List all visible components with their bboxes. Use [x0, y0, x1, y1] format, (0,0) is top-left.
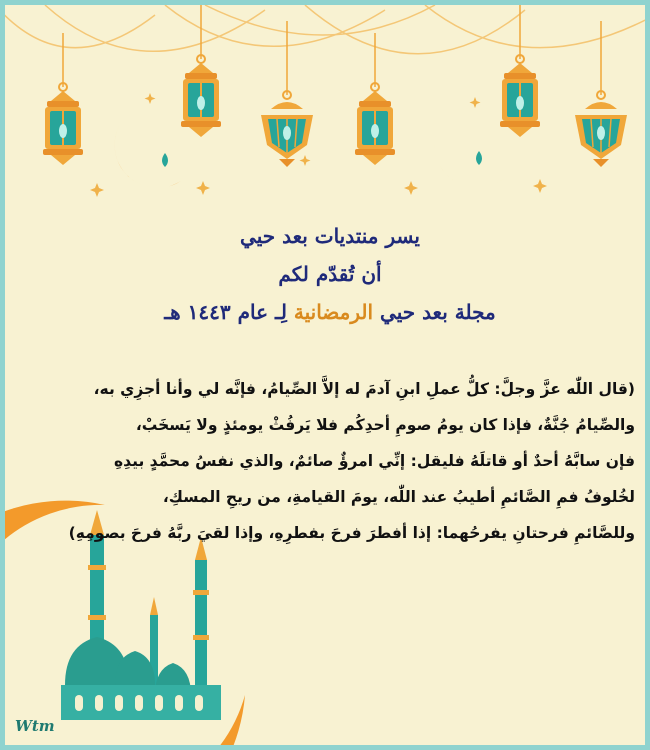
header-line-3 — [65, 293, 595, 331]
sparkle-icon — [90, 93, 547, 197]
card-header — [65, 217, 595, 331]
hanging-lantern-icon — [43, 5, 627, 167]
hadith-line: والصِّيامُ جُنَّةٌ، فإذا كان يومُ صومِ أحدِكُم فلا يَرفُثْ يومئذٍ ولا يَسخَبْ، — [135, 416, 635, 434]
crescent-moon-icon — [115, 117, 510, 188]
hadith-line: فإن سابَّهُ أحدٌ أو قاتلَهُ فليقل: إنِّي امرؤٌ صائمٌ، والذي نفسُ محمَّدٍ بيدِهِ — [114, 452, 635, 470]
string-garland-icon — [5, 5, 645, 54]
hadith-text — [68, 371, 635, 551]
magazine-name: مجلة بعد حيي — [380, 300, 496, 324]
watermark: Wtm — [15, 717, 55, 735]
header-line-1: يسر منتديات بعد حيي — [240, 224, 420, 248]
year-label: لِـ عام ١٤٤٣ هـ — [164, 300, 287, 324]
header-line-2: أن تُقدّم لكم — [278, 262, 382, 286]
ramadan-word: الرمضانية — [293, 300, 374, 324]
hadith-line: لخُلوفُ فمِ الصَّائمِ أطيبُ عند اللّٰه، يومَ القيامةِ، من ريحِ المسكِ، — [162, 488, 635, 506]
hadith-line: (قال اللّٰه عزَّ وجلَّ: كلُّ عملِ ابنِ آدمَ له إلاَّ الصِّيامُ، فإنَّه لي وأنا أجزِي به، — [93, 380, 635, 398]
hadith-line: وللصَّائمِ فرحتانِ يفرحُهما: إذا أفطرَ فرحَ بفطرِهِ، وإذا لقيَ ربَّهُ فرحَ بصومِهِ) — [68, 524, 635, 542]
